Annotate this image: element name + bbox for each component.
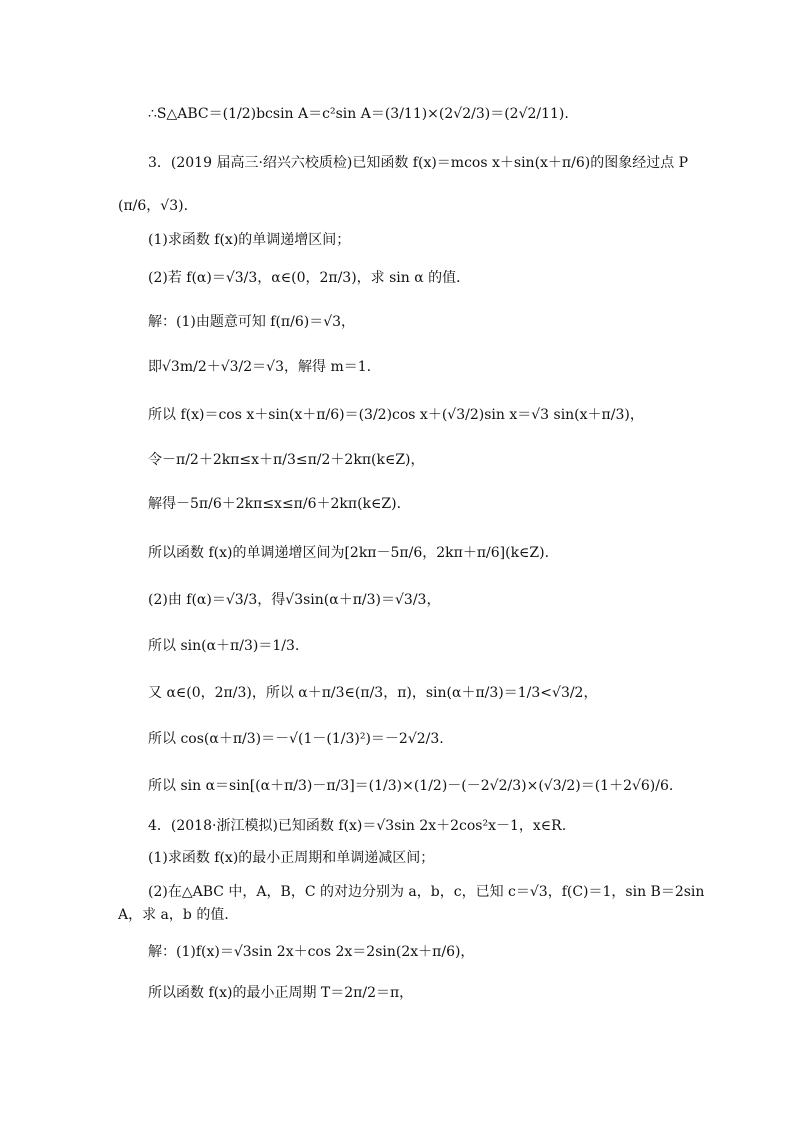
text-line-1: ∴S△ABC＝(1/2)bcsin A＝c²sin A＝(3/11)×(2√2/3)＝(2√2/11). xyxy=(148,106,569,122)
text-line-3: (π/6，√3). xyxy=(118,198,189,214)
text-line-8: 所以 f(x)＝cos x＋sin(x＋π/6)＝(3/2)cos x＋(√3/2)sin x＝√3 sin(x＋π/3)， xyxy=(148,407,644,423)
text-line-4: (1)求函数 f(x)的单调递增区间； xyxy=(148,232,351,248)
text-line-6: 解：(1)由题意可知 f(π/6)＝√3， xyxy=(148,314,356,330)
text-line-17: 4．(2018·浙江模拟)已知函数 f(x)＝√3sin 2x＋2cos²x－1，x∈R. xyxy=(148,818,567,834)
text-line-15: 所以 cos(α＋π/3)＝－√(1－(1/3)²)＝－2√2/3. xyxy=(148,731,444,747)
text-line-7: 即√3m/2＋√3/2＝√3，解得 m＝1. xyxy=(148,359,372,375)
text-line-21: 解：(1)f(x)＝√3sin 2x＋cos 2x＝2sin(2x＋π/6)， xyxy=(148,944,475,960)
text-line-2: 3．(2019 届高三·绍兴六校质检)已知函数 f(x)＝mcos x＋sin(x＋π/6)的图象经过点 P xyxy=(148,155,689,171)
text-line-18: (1)求函数 f(x)的最小正周期和单调递减区间； xyxy=(148,850,435,866)
text-line-16: 所以 sin α＝sin[(α＋π/3)－π/3]＝(1/3)×(1/2)－(－2√2/3)×(√3/2)＝(1＋2√6)/6. xyxy=(148,778,674,794)
text-line-22: 所以函数 f(x)的最小正周期 T＝2π/2＝π， xyxy=(148,985,414,1001)
text-line-13: 所以 sin(α＋π/3)＝1/3. xyxy=(148,638,300,654)
text-line-10: 解得－5π/6＋2kπ≤x≤π/6＋2kπ(k∈Z). xyxy=(148,496,402,512)
text-line-9: 令－π/2＋2kπ≤x＋π/3≤π/2＋2kπ(k∈Z)， xyxy=(148,452,425,468)
text-line-12: (2)由 f(α)＝√3/3，得√3sin(α＋π/3)＝√3/3， xyxy=(148,592,441,608)
text-line-5: (2)若 f(α)＝√3/3，α∈(0，2π/3)，求 sin α 的值． xyxy=(148,270,471,286)
text-line-20: A，求 a，b 的值． xyxy=(118,907,239,923)
text-line-11: 所以函数 f(x)的单调递增区间为[2kπ－5π/6，2kπ＋π/6](k∈Z). xyxy=(148,545,550,561)
text-line-19: (2)在△ABC 中，A，B，C 的对边分别为 a，b，c，已知 c＝√3，f(C)＝1，sin B＝2sin xyxy=(148,884,705,900)
text-line-14: 又 α∈(0，2π/3)，所以 α＋π/3∈(π/3，π)，sin(α＋π/3)＝1/3<√3/2， xyxy=(148,685,598,701)
